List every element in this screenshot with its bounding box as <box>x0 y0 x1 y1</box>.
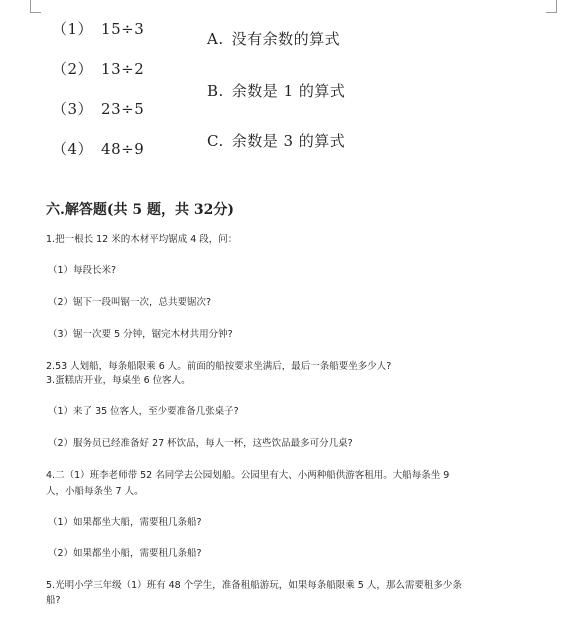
page-corner-mark-right <box>546 0 557 13</box>
option-c <box>207 130 345 151</box>
expression-number: （2） <box>52 60 94 78</box>
question-3-part-2: （2）服务员已经准备好 27 杯饮品，每人一杯，这些饮品最多可分几桌? <box>48 438 353 449</box>
question-5-line-2: 船? <box>46 595 61 606</box>
expression-2 <box>52 58 144 79</box>
question-3: 3.蛋糕店开业，每桌坐 6 位客人。 <box>46 375 191 386</box>
expression-text: 13÷2 <box>101 60 145 78</box>
option-a <box>207 28 340 49</box>
question-2: 2.53 人划船，每条船限乘 6 人。前面的船按要求坐满后，最后一条船要坐多少人? <box>46 361 392 372</box>
question-1-part-1: （1）每段长米? <box>48 265 117 276</box>
expression-1 <box>52 18 144 39</box>
expression-4 <box>52 138 144 159</box>
option-tag: A. <box>207 30 224 48</box>
expression-3 <box>52 98 144 119</box>
option-text: 没有余数的算式 <box>231 30 341 48</box>
expression-number: （3） <box>52 100 94 118</box>
page-corner-mark-left <box>30 0 41 13</box>
option-b <box>207 80 345 101</box>
expression-text: 23÷5 <box>101 100 145 118</box>
question-4-part-1: （1）如果都坐大船，需要租几条船? <box>48 517 202 528</box>
option-tag: C. <box>207 132 224 150</box>
expression-number: （4） <box>52 140 94 158</box>
question-4-line-1: 4.二（1）班李老师带 52 名同学去公园划船。公园里有大、小两种船供游客租用。大船每条坐 9 <box>46 470 450 481</box>
option-text: 余数是 3 的算式 <box>231 132 346 150</box>
section-title: 六.解答题(共 5 题，共 32分) <box>46 202 234 218</box>
expression-text: 48÷9 <box>101 140 145 158</box>
question-1-part-3: （3）锯一次要 5 分钟，锯完木材共用分钟? <box>48 329 233 340</box>
question-4-part-2: （2）如果都坐小船，需要租几条船? <box>48 548 202 559</box>
question-4-line-2: 人，小船每条坐 7 人。 <box>46 486 144 497</box>
question-1-part-2: （2）锯下一段叫锯一次，总共要锯次? <box>48 297 212 308</box>
question-5-line-1: 5.光明小学三年级（1）班有 48 个学生，准备租船游玩，如果每条船限乘 5 人，那么需要租多少条 <box>46 580 462 591</box>
option-text: 余数是 1 的算式 <box>231 82 346 100</box>
question-3-part-1: （1）来了 35 位客人，至少要准备几张桌子? <box>48 406 239 417</box>
question-1: 1.把一根长 12 米的木材平均锯成 4 段，问： <box>46 234 238 245</box>
expression-number: （1） <box>52 20 94 38</box>
option-tag: B. <box>207 82 224 100</box>
expression-text: 15÷3 <box>101 20 145 38</box>
